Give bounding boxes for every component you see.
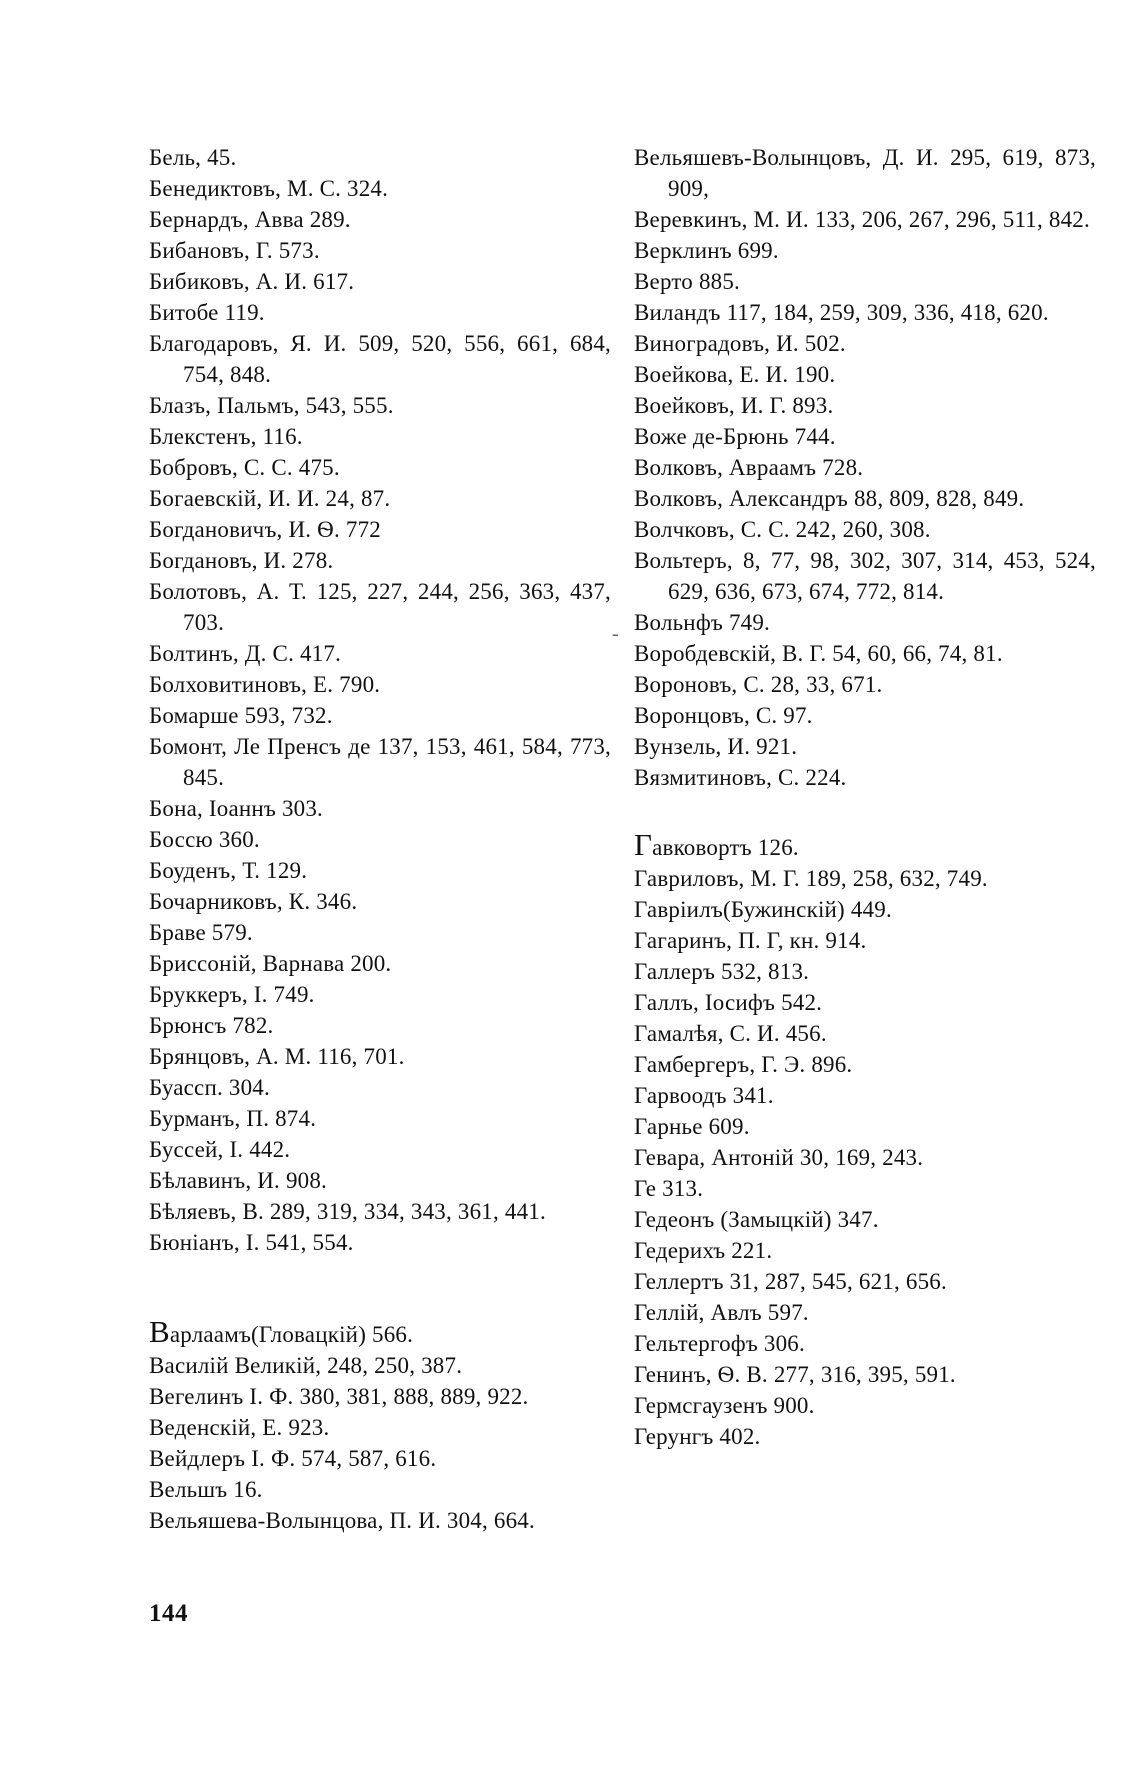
- index-entry: Гавриловъ, М. Г. 189, 258, 632, 749.: [634, 866, 988, 891]
- index-entry: Вейдлеръ І. Ф. 574, 587, 616.: [149, 1446, 437, 1471]
- page-number: 144: [149, 1600, 188, 1627]
- index-entry: Воронцовъ, С. 97.: [634, 703, 813, 728]
- index-entry: Вязмитиновъ, С. 224.: [634, 765, 847, 790]
- index-entry: Болотовъ, А. Т. 125, 227, 244, 256, 363, 437, 703.: [149, 579, 611, 635]
- index-entry: Гамбергеръ, Г. Э. 896.: [634, 1052, 853, 1077]
- index-entry: Бочарниковъ, К. 346.: [149, 889, 358, 914]
- index-entry: Вунзель, И. 921.: [634, 734, 798, 759]
- index-entry: Бернардъ, Авва 289.: [149, 207, 351, 232]
- index-entry: Вельшъ 16.: [149, 1477, 263, 1502]
- section-initial-v: В: [149, 1314, 170, 1349]
- index-entry: Боссю 360.: [149, 827, 260, 852]
- index-entry: Галлъ, Іосифъ 542.: [634, 990, 823, 1015]
- index-entry: Геллій, Авлъ 597.: [634, 1300, 809, 1325]
- index-entry: Бобровъ, С. С. 475.: [149, 455, 340, 480]
- section-gap: [149, 1258, 611, 1316]
- index-entry: [149, 1316, 611, 1350]
- index-entry: Бона, Іоаннъ 303.: [149, 796, 324, 821]
- index-entry: Болтинъ, Д. С. 417.: [149, 641, 342, 666]
- index-entry: Благодаровъ, Я. И. 509, 520, 556, 661, 684, 754, 848.: [149, 331, 611, 387]
- index-entry: Воейковъ, И. Г. 893.: [634, 393, 834, 418]
- index-entry: Бриссоній, Варнава 200.: [149, 951, 392, 976]
- index-entry: Браве 579.: [149, 920, 253, 945]
- index-section-v-continued: [634, 142, 1096, 793]
- right-column: [634, 142, 1096, 1452]
- index-entry: Гарнье 609.: [634, 1114, 750, 1139]
- section-initial-g: Г: [634, 827, 653, 862]
- index-entry: Вельяшевъ-Волынцовъ, Д. И. 295, 619, 873, 909,: [634, 145, 1096, 201]
- index-entry-text: авковортъ 126.: [652, 835, 799, 860]
- index-entry: Блекстенъ, 116.: [149, 424, 303, 449]
- index-entry: Воже де-Брюнь 744.: [634, 424, 836, 449]
- index-entry: [634, 829, 1096, 863]
- index-entry-text: арлаамъ(Гловацкій) 566.: [169, 1322, 414, 1347]
- index-entry: Бель, 45.: [149, 145, 237, 170]
- index-entry: Гарвоодъ 341.: [634, 1083, 774, 1108]
- index-section-b: [149, 142, 611, 1258]
- index-entry: Герунгъ 402.: [634, 1424, 761, 1449]
- index-entry: Гермсгаузенъ 900.: [634, 1393, 815, 1418]
- index-entry: Гельтергофъ 306.: [634, 1331, 805, 1356]
- index-entry: Верклинъ 699.: [634, 238, 779, 263]
- index-entry: Веденскій, Е. 923.: [149, 1415, 330, 1440]
- left-column: [149, 142, 611, 1536]
- index-entry: Богдановъ, И. 278.: [149, 548, 334, 573]
- index-entry: Бѣлавинъ, И. 908.: [149, 1168, 328, 1193]
- index-entry: Буссей, І. 442.: [149, 1137, 291, 1162]
- index-entry: Богдановичъ, И. Ѳ. 772: [149, 517, 381, 542]
- index-entry: Виноградовъ, И. 502.: [634, 331, 846, 356]
- index-entry: Вольтеръ, 8, 77, 98, 302, 307, 314, 453, 524, 629, 636, 673, 674, 772, 814.: [634, 548, 1096, 604]
- index-entry: Гамалѣя, С. И. 456.: [634, 1021, 827, 1046]
- index-entry: Гавріилъ(Бужинскій) 449.: [634, 897, 892, 922]
- index-entry: Гевара, Антоній 30, 169, 243.: [634, 1145, 924, 1170]
- index-entry: Гедерихъ 221.: [634, 1238, 773, 1263]
- index-entry: Генинъ, Ѳ. В. 277, 316, 395, 591.: [634, 1362, 956, 1387]
- index-entry: Бенедиктовъ, М. С. 324.: [149, 176, 389, 201]
- index-entry: Виландъ 117, 184, 259, 309, 336, 418, 620.: [634, 300, 1049, 325]
- index-entry: Василій Великій, 248, 250, 387.: [149, 1353, 463, 1378]
- index-entry: Бюніанъ, І. 541, 554.: [149, 1230, 354, 1255]
- index-entry: Битобе 119.: [149, 300, 265, 325]
- index-entry: Бомарше 593, 732.: [149, 703, 333, 728]
- index-entry: Вороновъ, С. 28, 33, 671.: [634, 672, 883, 697]
- index-entry: Геллертъ 31, 287, 545, 621, 656.: [634, 1269, 947, 1294]
- index-entry: Ге 313.: [634, 1176, 704, 1201]
- margin-mark: -: [612, 623, 619, 645]
- index-entry: Воробдевскій, В. Г. 54, 60, 66, 74, 81.: [634, 641, 1003, 666]
- index-entry: Гедеонъ (Замыцкій) 347.: [634, 1207, 879, 1232]
- index-entry: Бомонт, Ле Пренсъ де 137, 153, 461, 584, 773, 845.: [149, 734, 611, 790]
- section-gap: [634, 793, 1096, 829]
- index-entry: Богаевскій, И. И. 24, 87.: [149, 486, 391, 511]
- index-section-g: [634, 863, 1096, 1452]
- index-entry: Вельяшева-Волынцова, П. И. 304, 664.: [149, 1508, 535, 1533]
- index-entry: Гагаринъ, П. Г, кн. 914.: [634, 928, 867, 953]
- index-entry: Бѣляевъ, В. 289, 319, 334, 343, 361, 441.: [149, 1199, 546, 1224]
- index-entry: Верто 885.: [634, 269, 740, 294]
- index-section-v: [149, 1350, 611, 1536]
- index-entry: Брянцовъ, А. М. 116, 701.: [149, 1044, 405, 1069]
- index-entry: Галлеръ 532, 813.: [634, 959, 810, 984]
- index-entry: Брюнсъ 782.: [149, 1013, 274, 1038]
- index-entry: Воейкова, Е. И. 190.: [634, 362, 836, 387]
- index-entry: Буассп. 304.: [149, 1075, 270, 1100]
- index-entry: Бибановъ, Г. 573.: [149, 238, 320, 263]
- index-entry: Волковъ, Авраамъ 728.: [634, 455, 864, 480]
- index-entry: Бибиковъ, А. И. 617.: [149, 269, 355, 294]
- index-entry: Боуденъ, Т. 129.: [149, 858, 308, 883]
- index-entry: Волковъ, Александръ 88, 809, 828, 849.: [634, 486, 1025, 511]
- index-entry: Болховитиновъ, Е. 790.: [149, 672, 381, 697]
- index-entry: Бруккеръ, І. 749.: [149, 982, 315, 1007]
- index-entry: Блазъ, Пальмъ, 543, 555.: [149, 393, 394, 418]
- index-entry: Веревкинъ, М. И. 133, 206, 267, 296, 511, 842.: [634, 207, 1090, 232]
- index-entry: Вегелинъ І. Ф. 380, 381, 888, 889, 922.: [149, 1384, 529, 1409]
- index-entry: Бурманъ, П. 874.: [149, 1106, 317, 1131]
- index-entry: Волчковъ, С. С. 242, 260, 308.: [634, 517, 931, 542]
- index-entry: Вольнфъ 749.: [634, 610, 771, 635]
